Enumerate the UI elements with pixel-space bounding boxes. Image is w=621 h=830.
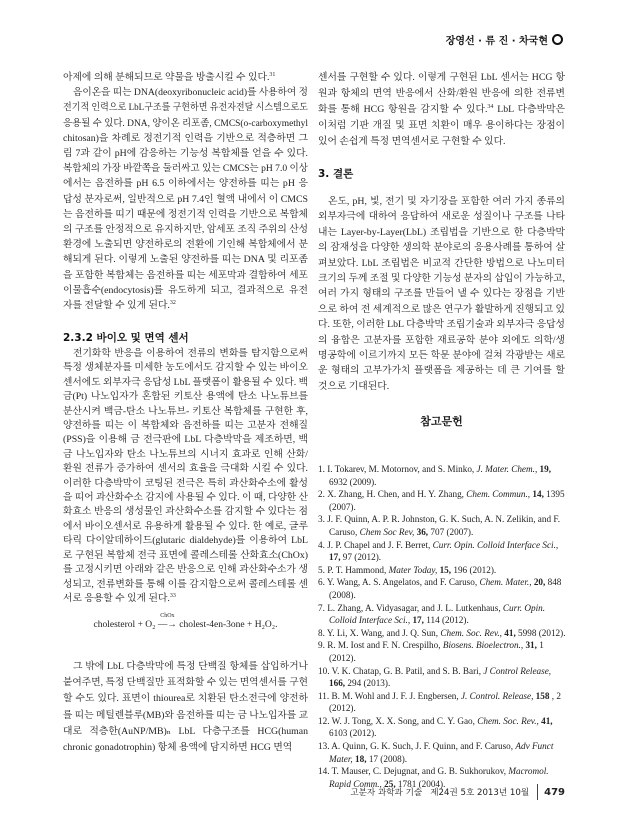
section-heading-2-3-2: 2.3.2 바이오 및 면역 센서 <box>63 332 189 344</box>
text-line <box>63 161 308 176</box>
text-line <box>63 100 308 115</box>
line-content: 할 수도 있다. 표면이 thiourea로 치환된 탄소전극에 양전하 <box>63 693 308 705</box>
line-content: 것으로 기대된다. <box>318 380 390 392</box>
text-line <box>318 317 565 332</box>
line-content: 를 고정시키면 아래와 같은 반응으로 인해 과산화수소가 생 <box>63 564 308 576</box>
text-line <box>63 592 308 606</box>
text-line <box>63 361 308 375</box>
text-line <box>63 433 308 447</box>
reference-number: 3. <box>318 514 325 525</box>
text-line <box>63 237 308 252</box>
reference-journal: J Control Release, <box>483 665 552 676</box>
text-line <box>318 118 565 134</box>
citation-superscript: 32 <box>169 300 176 307</box>
text-line <box>63 491 308 505</box>
text-line <box>318 256 565 271</box>
line-content <box>63 70 275 85</box>
reference-number: 11. <box>318 690 330 701</box>
reference-number: 13. <box>318 741 330 752</box>
line-content: 로 구현된 복합체 전극 표면에 콜레스테롤 산화효소(ChOx) <box>63 549 308 561</box>
line-content: 의 융합은 고분자를 포함한 재료공학 분야 외에도 의학/생 <box>318 334 565 346</box>
line-text: LbL 다층박막은 <box>493 104 565 115</box>
reference-authors: R. M. Iost and F. N. Crespilho, <box>327 640 441 651</box>
reference-pages-year: 294 (2013). <box>347 678 391 689</box>
text-line <box>318 86 565 102</box>
citation-superscript: 31 <box>269 72 276 78</box>
footer-divider <box>537 784 538 800</box>
reference-item <box>318 665 566 690</box>
line-content: 전기적 인력으로 LbL구조를 구현하면 유전자전달 시스템으로도 <box>63 102 308 114</box>
line-content: 해되게 된다. 이렇게 노출된 양전하를 띠는 DNA 및 리포좀 <box>63 254 308 266</box>
line-content: 금 나노입자와 탄소 나노튜브의 시너지 효과로 인해 산화/ <box>63 448 308 460</box>
reference-authors: B. M. Wohl and J. F. J. Engbersen, <box>331 690 459 701</box>
line-content: 를 띠는 메틸렌블루(MB)와 음전하를 띠는 금 나노입자를 교 <box>63 709 308 721</box>
reference-pages-year: 17 (2008). <box>368 753 408 764</box>
reference-authors: W. J. Tong, X. X. Song, and C. Y. Gao, <box>331 715 475 726</box>
line-content: 을 띠어 과산화수소 감지에 사용될 수 있다. 이 때, 다양한 산 <box>63 492 308 504</box>
text-line <box>63 405 308 419</box>
reference-journal: Macromol. Rapid Comm., <box>329 766 549 789</box>
text-line <box>63 283 308 298</box>
text-line <box>63 724 308 740</box>
line-content: 환경에 노출되면 양전하로의 전환에 기인해 복합체에서 분 <box>63 239 308 251</box>
reference-item <box>318 564 566 577</box>
text-line <box>318 134 565 150</box>
line-content: 이처럼 기판 개질 및 표면 치환이 매우 용이하다는 장점이 <box>318 120 565 131</box>
line-content: 다. 또한, 이러한 LbL 다층박막 조립기술과 외부자극 응답성 <box>318 319 565 331</box>
reference-volume: 25, <box>384 778 396 789</box>
text-line <box>318 209 565 224</box>
reference-volume: 41, <box>541 715 553 726</box>
reference-volume: 15, <box>439 564 452 575</box>
text-line <box>318 240 565 255</box>
line-content: 금(Pt) 나노입자가 혼합된 키토산 용액에 탄소 나노튜브를 <box>63 391 308 403</box>
line-text: 화를 통해 HCG 항원을 감지할 수 있다. <box>318 104 488 115</box>
reference-volume: 41, <box>504 627 516 638</box>
text-line <box>63 222 308 237</box>
line-content: 음이온을 띠는 DNA(deoxyribonucleic acid)를 사용하여 정 <box>73 87 308 99</box>
text-line <box>63 419 308 433</box>
text-line <box>318 102 565 118</box>
line-content: 펴보았다. LbL 조립법은 비교적 간단한 방법으로 나노미터 <box>318 257 565 269</box>
running-header <box>446 32 563 47</box>
reference-volume: 17, <box>329 552 341 563</box>
reference-authors: X. Zhang, H. Chen, and H. Y. Zhang, <box>327 489 464 500</box>
reference-journal: Chem. Mater., <box>479 577 532 588</box>
page-number: 479 <box>544 786 565 798</box>
line-content: 복합체의 가장 바깥쪽을 둘러싸고 있는 CMCS는 pH 7.0 이상 <box>63 163 308 175</box>
line-content <box>63 298 176 313</box>
text-line <box>63 390 308 404</box>
line-content: 대로 적층한(AuNP/MB)ₙ LbL 다층구조를 HCG(human <box>63 725 308 737</box>
line-content: 응용될 수 있다. DNA, 양이온 리포좀, CMCS(o-carboxymethyl <box>63 117 308 129</box>
line-content: 원과 항체의 면역 반응에서 산화/환원 반응에 의한 전류변 <box>318 88 565 99</box>
reference-item <box>318 740 566 765</box>
text-line <box>318 286 565 301</box>
line-content: 에서 바이오센서로 유용하게 활용될 수 있다. 한 예로, 글루 <box>63 520 308 532</box>
line-content: 온도, pH, 빛, 전기 및 자기장을 포함한 여러 가지 종류의 <box>328 196 565 207</box>
line-content: 센서에도 외부자극 응답성 LbL 플랫폼이 활용될 수 있다. 백 <box>63 376 308 388</box>
line-content: 림 7과 같이 pH에 감응하는 기능성 복합체를 얻을 수 있다. <box>63 148 308 159</box>
reference-journal: Chem. Commun., <box>466 489 531 500</box>
reference-pages-year: , 2 (2012). <box>329 690 561 714</box>
reference-authors: L. Zhang, A. Vidyasagar, and J. L. Lutkenhaus, <box>327 602 501 613</box>
footer-journal: 고분자 과학과 기술 <box>350 788 423 798</box>
line-content: 외부자극에 대하여 응답하여 새로운 성질이나 구조를 나타 <box>318 211 565 223</box>
text-line <box>63 563 308 577</box>
text-line <box>63 505 308 519</box>
header-authors: 장영선 · 류 진 · 차국현 <box>445 36 548 47</box>
reference-item <box>318 690 566 715</box>
reference-authors: I. Tokarev, M. Motornov, and S. Minko, <box>327 464 475 474</box>
line-content: 의 잠재성을 다양한 생의학 분야로의 응용사례를 통하여 살 <box>318 242 565 254</box>
line-content: 명공학에 이르기까지 모든 학문 분야에 걸쳐 각광받는 새로 <box>318 350 565 362</box>
text-line <box>63 549 308 563</box>
line-content: 크기의 두께 조절 및 다양한 기능성 분자의 삽입이 가능하고, <box>318 273 565 285</box>
reference-authors: T. Mauser, C. Dejugnat, and G. B. Sukhorukov, <box>331 766 507 777</box>
reference-number: 12. <box>318 715 330 726</box>
reference-number: 2. <box>318 489 325 500</box>
left-paragraph-3 <box>63 347 308 606</box>
reference-pages-year: 1395 (2007). <box>329 489 565 512</box>
line-content: 특정 생체분자를 미세한 농도에서도 감지할 수 있는 바이오 <box>63 362 308 374</box>
reference-journal: Chem Soc Rev, <box>359 526 415 537</box>
reference-pages-year: 5998 (2012). <box>518 627 566 638</box>
line-content <box>318 102 565 118</box>
citation-superscript: 33 <box>169 592 176 599</box>
reference-authors: Y. Li, X. Wang, and J. Q. Sun, <box>326 627 439 638</box>
text-line <box>63 448 308 462</box>
text-line <box>63 131 308 146</box>
line-content: 그 밖에 LbL 다층박막에 특정 단백질 항체를 삽입하거나 <box>73 661 308 672</box>
reference-pages-year: 707 (2007). <box>430 526 474 537</box>
right-paragraph-conclusion <box>318 194 565 394</box>
reference-number: 8. <box>318 627 325 638</box>
text-line <box>318 302 565 317</box>
left-paragraph-4 <box>63 659 308 756</box>
left-paragraph-1 <box>63 70 308 85</box>
reference-number: 1. <box>318 464 325 474</box>
line-content: 을 포함한 복합체는 음전하를 띠는 세포막과 결합하여 세포 <box>63 269 308 281</box>
text-line <box>63 534 308 548</box>
line-content: 에서는 음전하를 pH 6.5 이하에서는 양전하를 띠는 pH 응 <box>63 178 308 190</box>
reference-number: 14. <box>318 766 330 777</box>
reference-volume: 20, <box>533 577 546 588</box>
text-line <box>63 708 308 724</box>
text-line <box>63 376 308 390</box>
reference-item <box>318 488 566 513</box>
text-line <box>318 379 565 394</box>
reference-pages-year: 1781 (2004). <box>397 778 446 789</box>
reference-item <box>318 463 566 488</box>
reference-authors: V. K. Chatap, G. B. Patil, and S. B. Bari, <box>331 665 482 676</box>
line-content: 타릭 다이알데하이드(glutaric dialdehyde)를 이용하여 LbL <box>63 535 308 547</box>
text-line <box>63 70 308 85</box>
line-content: 분산시켜 백금-탄소 나노튜브- 키토산 복합체를 구현한 후, <box>63 405 308 417</box>
text-line <box>318 271 565 286</box>
reference-number: 5. <box>318 564 325 575</box>
reference-journal: Curr. Opin. Colloid Interface Sci., <box>432 539 559 550</box>
reference-authors: P. T. Hammond, <box>327 564 387 575</box>
line-text: 아제에 의해 분해되므로 약물을 방출시킬 수 있다. <box>63 72 270 83</box>
reference-pages-year: 114 (2012). <box>426 615 469 626</box>
line-content: 있어 손쉽게 특정 면역센서로 구현할 수 있다. <box>318 136 506 147</box>
reaction-arrow: ChOx —→ <box>157 613 177 630</box>
text-line <box>318 194 565 209</box>
text-line <box>63 207 308 222</box>
text-line <box>63 675 308 691</box>
equation-lhs: cholesterol + O₂ <box>93 620 156 630</box>
line-content: 붙여주면, 특정 단백질만 표적화할 수 있는 면역센서를 구현 <box>63 677 308 689</box>
line-content: 내는 Layer-by-Layer(LbL) 조립법을 기반으로 한 다층박막 <box>318 226 565 238</box>
reference-authors: Y. Wang, A. S. Angelatos, and F. Caruso, <box>326 577 478 588</box>
line-content: chronic gonadotrophin) 항체 용액에 담지하면 HCG 면역 <box>63 742 293 754</box>
reference-item <box>318 602 566 627</box>
text-line <box>63 146 308 161</box>
reference-pages-year: 6932 (2009). <box>329 476 377 487</box>
reference-pages-year: 196 (2012). <box>453 564 497 575</box>
citation-superscript: 34 <box>487 104 494 110</box>
equation-catalyst: ChOx <box>160 613 175 619</box>
reference-pages-year: 1 (2012). <box>329 640 544 663</box>
text-line <box>63 477 308 491</box>
line-content: 이물흡수(endocytosis)를 유도하게 되고, 결과적으로 유전 <box>63 284 308 296</box>
reference-volume: 19, <box>539 464 552 474</box>
reference-volume: 14, <box>532 489 544 500</box>
text-line <box>63 691 308 707</box>
reference-pages-year: 848 (2008). <box>329 577 562 600</box>
line-content: 센서를 구현할 수 있다. 이렇게 구현된 LbL 센서는 HCG 항 <box>318 72 565 83</box>
reference-list <box>318 463 566 790</box>
equation-rhs: cholest-4en-3one + H₂O₂. <box>179 620 278 630</box>
line-content: 으로 하여 전 세계적으로 많은 연구가 활발하게 진행되고 있 <box>318 303 565 315</box>
ring-icon <box>552 34 563 45</box>
reference-authors: J. P. Chapel and J. F. Berret, <box>327 539 431 550</box>
footer-issue: 제24권 5호 2013년 10월 <box>430 788 530 798</box>
line-content: (PSS)을 이용해 금 전극판에 LbL 다층박막을 제조하면, 백 <box>63 434 308 446</box>
reference-authors: J. F. Quinn, A. P. R. Johnston, G. K. Such, A. N. Zelikin, and F. Caruso, <box>327 514 561 537</box>
reference-number: 10. <box>318 665 330 676</box>
reference-number: 9. <box>318 640 325 651</box>
reference-volume: 158 <box>535 690 550 701</box>
line-content <box>63 592 176 606</box>
reference-journal: J. Mater. Chem., <box>476 464 538 474</box>
reference-journal: J. Control. Release, <box>460 690 534 701</box>
reference-volume: 17, <box>412 615 424 626</box>
reference-journal: Biosens. Bioelectron., <box>442 640 524 651</box>
reference-pages-year: 97 (2012). <box>342 552 382 563</box>
text-line <box>318 363 565 378</box>
reference-item <box>318 513 566 538</box>
text-line <box>63 268 308 283</box>
text-line <box>63 176 308 191</box>
references-title: 참고문헌 <box>420 415 463 428</box>
reference-volume: 166, <box>329 678 346 689</box>
text-line <box>318 348 565 363</box>
text-line <box>318 333 565 348</box>
page-footer <box>350 784 565 800</box>
text-line <box>63 116 308 131</box>
reference-volume: 36, <box>416 526 429 537</box>
section-heading-conclusion: 3. 결론 <box>318 168 354 180</box>
text-line <box>63 659 308 675</box>
text-line <box>63 347 308 361</box>
line-content: 운 형태의 고부가가치 플랫폼을 제공하는 데 큰 기여를 할 <box>318 365 565 377</box>
reference-journal: Chem. Soc. Rev., <box>440 627 502 638</box>
text-line <box>63 85 308 100</box>
line-content: 성되고, 전류변화를 통해 이를 감지함으로써 콜레스테롤 센 <box>63 578 308 590</box>
text-line <box>318 70 565 86</box>
line-content: 환원 전류가 증가하여 센서의 효율을 극대화 시킬 수 있다. <box>63 463 308 475</box>
line-text: 서로 응용할 수 있게 된다. <box>63 592 170 604</box>
text-line <box>63 298 308 313</box>
reference-journal: Mater Today, <box>388 564 438 575</box>
reference-volume: 18, <box>355 753 367 764</box>
text-line <box>63 192 308 207</box>
reference-pages-year: 6103 (2012). <box>329 728 377 739</box>
text-line <box>63 252 308 267</box>
reference-item <box>318 639 566 664</box>
reference-journal: Adv Funct Mater, <box>329 741 554 764</box>
reference-volume: 31, <box>525 640 537 651</box>
text-line <box>63 520 308 534</box>
line-content: 답성 분자로써, 일반적으로 pH 7.4인 혈액 내에서 이 CMCS <box>63 193 308 205</box>
reference-number: 7. <box>318 602 325 613</box>
text-line <box>63 462 308 476</box>
line-content: 양전하를 띠는 이 복합체와 음전하를 띠는 고분자 전해질 <box>63 420 308 432</box>
cholesterol-equation <box>63 613 308 630</box>
line-content: 는 음전하를 띠기 때문에 정전기적 인력을 기반으로 복합체 <box>63 208 308 220</box>
text-line <box>63 740 308 756</box>
reference-journal: Curr. Opin. Colloid Interface Sci., <box>329 602 546 626</box>
line-content: 의 구조를 안정적으로 유지하지만, 암세포 조직 주위의 산성 <box>63 224 308 236</box>
text-line <box>318 225 565 240</box>
line-text: 자를 전달할 수 있게 된다. <box>63 300 170 312</box>
line-content: 화효소 반응의 생성물인 과산화수소를 감지할 수 있다는 점 <box>63 506 308 518</box>
line-content: 전기화학 반응을 이용하여 전류의 변화를 탐지함으로써 <box>73 348 308 359</box>
reference-item <box>318 715 566 740</box>
right-paragraph-1 <box>318 70 565 150</box>
reference-authors: A. Quinn, G. K. Such, J. F. Quinn, and F. Caruso, <box>331 741 514 752</box>
reference-item <box>318 539 566 564</box>
reference-item <box>318 627 566 640</box>
text-line <box>63 578 308 592</box>
left-paragraph-2 <box>63 85 308 313</box>
line-content: chitosan)을 차례로 정전기적 인력을 기반으로 적층하면 그 <box>63 132 308 144</box>
reference-number: 4. <box>318 539 325 550</box>
line-content: 여러 가지 형태의 구조를 만들어 낼 수 있다는 장점을 기반 <box>318 288 565 300</box>
reference-journal: Chem. Soc. Rev., <box>477 715 539 726</box>
reference-number: 6. <box>318 577 325 588</box>
reference-item <box>318 576 566 601</box>
line-content: 이러한 다층박막이 코팅된 전극은 특히 과산화수소에 활성 <box>63 477 308 489</box>
